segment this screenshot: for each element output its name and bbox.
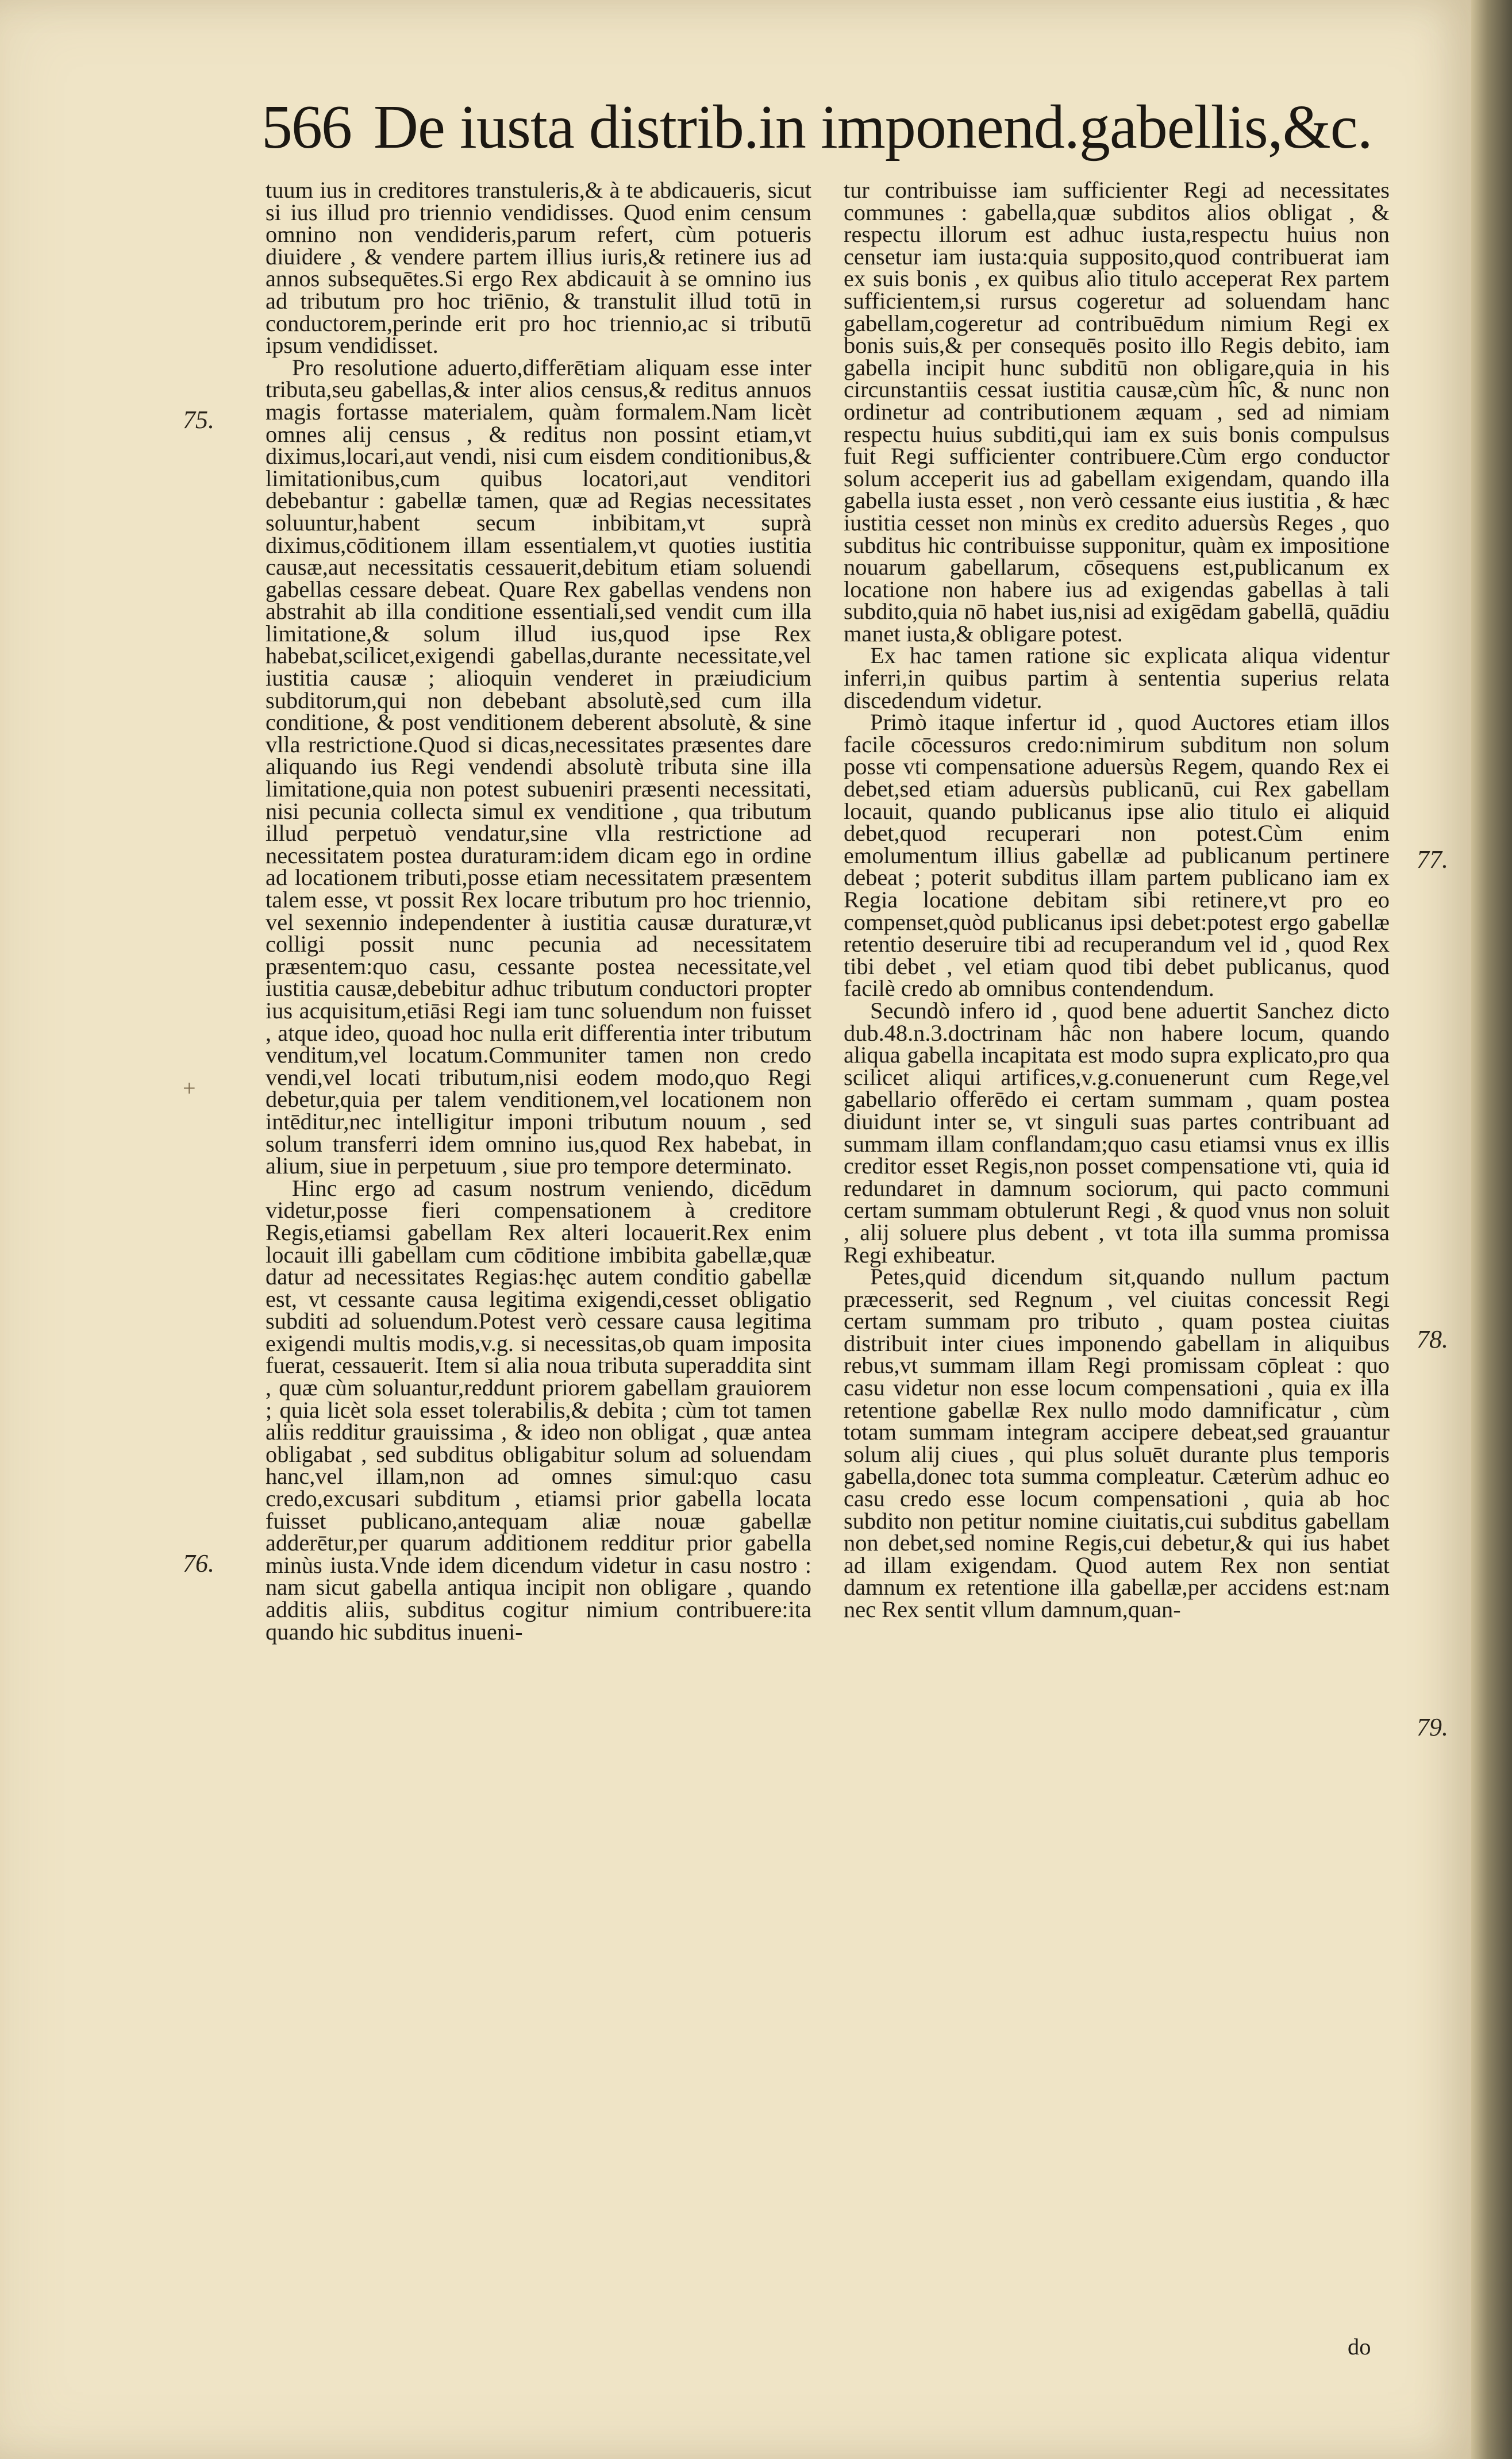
- margin-number: 79.: [1417, 1713, 1448, 1741]
- margin-mark: +: [183, 1075, 196, 1101]
- margin-number: 76.: [183, 1549, 214, 1577]
- paragraph: Petes,quid dicendum sit,quando nullum pactum præcesserit, sed Regnum , vel ciuitas concessit Regi certam summam pro tributo , quam postea ciuitas distribuit inter ciues imponendo gabellam in aliquibus rebus,vt summam illam Regi promissam cōpleat : quo casu videtur non esse locum compensationi , quia ex illa retentione gabellæ Rex nullo modo damnificatur , cùm totam summam integram accipere debeat,sed grauantur solum alij ciues , qui plus soluēt durante plus temporis gabella,donec tota summa compleatur. Cæterùm adhuc eo casu credo esse locum compensationi , quia ab hoc subdito non petitur nomine ciuitatis,cui subditus gabellam non debet,sed nomine Regis,cui debetur,& qui ius habet ad illam exigendam. Quod autem Rex non sentiat damnum ex retentione illa gabellæ,per accidens est:nam nec Rex sentit vllum damnum,quan-: [844, 1264, 1390, 1622]
- paragraph: Ex hac tamen ratione sic explicata aliqua videntur inferri,in quibus partim à sententia superius relata discedendum videtur.: [844, 642, 1390, 713]
- paragraph: Hinc ergo ad casum nostrum veniendo, dicēdum videtur,posse fieri compensationem à creditore Regis,etiamsi gabellam Rex alteri locauerit.Rex enim locauit illi gabellam cum cōditione imbibita gabellæ,quæ datur ad necessitates Regias:hęc autem conditio gabellæ est, vt cessante causa legitima exigendi,cesset obligatio subditi ad soluendum.Potest verò cessare causa legitima exigendi multis modis,v.g. si necessitas,ob quam imposita fuerat, cessauerit. Item si alia noua tributa superaddita sint , quæ cùm soluantur,reddunt priorem gabellam grauiorem ; quia licèt sola esset tolerabilis,& debita ; cùm tot tamen aliis redditur grauissima , & ideo non obligat , quæ antea obligabat , sed subditus obligabitur solum ad soluendam hanc,vel illam,non ad omnes simul:quo casu credo,excusari subditum , etiamsi prior gabella locata fuisset publicano,antequam aliæ nouæ gabellæ adderētur,per quarum additionem redditur prior gabella minùs iusta.Vnde idem dicendum videtur in casu nostro : nam sicut gabella antiqua incipit non obligare , quando additis aliis, subditus cogitur nimium contribuere:ita quando hic subditus inueni-: [266, 1175, 811, 1645]
- paragraph: Primò itaque infertur id , quod Auctores etiam illos facile cōcessuros credo:nimirum subditum non solum posse vti compensatione aduersùs Regem, quando Rex ei debet,sed etiam aduersùs publicanū, cui Rex gabellam locauit, quando publicanus ipse alio titulo ei aliquid debet,quod recuperari non potest.Cùm enim emolumentum illius gabellæ ad publicanum pertinere debeat ; poterit subditus illam partem publicano iam ex Regia locatione debitam sibi retinere,vt pro eo compenset,quòd publicanus ipsi debet:potest ergo gabellæ retentio deseruire tibi ad recuperandum vel id , quod Rex tibi debet , vel etiam quod tibi debet publicanus, quod facilè credo ab omnibus contendendum.: [844, 709, 1390, 1002]
- right-column: [844, 179, 1390, 2306]
- margin-number: 78.: [1417, 1325, 1448, 1353]
- catchword: do: [1348, 2334, 1371, 2360]
- margin-number: 75.: [183, 406, 214, 434]
- paragraph: Secundò infero id , quod bene aduertit Sanchez dicto dub.48.n.3.doctrinam hâc non habere locum, quando aliqua gabella incapitata est modo supra explicato,pro qua scilicet aliqui artifices,v.g.conuenerunt cum Rege,vel gabellario offerēdo ei certam summam , quam postea diuidunt inter se, vt singuli suas partes contribuant ad summam illam conflandam;quo casu etiamsi vnus ex illis creditor esset Regis,non posset compensatione vti, quia id redundaret in damnum sociorum, qui pacto communi certam summam obtulerunt Regi , & quod vnus non soluit , alij soluere plus debent , vt tota illa summa promissa Regi exhibeatur.: [844, 997, 1390, 1268]
- page-edge-shadow: [1471, 0, 1512, 2459]
- running-title: De iusta distrib.in imponend.gabellis,&c.: [374, 93, 1372, 161]
- paragraph: Pro resolutione aduerto,differētiam aliquam esse inter tributa,seu gabellas,& inter alios census,& reditus annuos magis fortasse materialem, quàm formalem.Nam licèt omnes alij census , & reditus non possint etiam,vt diximus,locari,aut vendi, nisi cum eisdem conditionibus,& limitationibus,cum quibus locatori,aut venditori debebantur : gabellæ tamen, quæ ad Regias necessitates soluuntur,habent secum inbibitam,vt suprà diximus,cōditionem illam essentialem,vt quoties iustitia causæ,aut necessitatis cessauerit,debitum etiam soluendi gabellas cessare debeat. Quare Rex gabellas vendens non abstrahit ab illa conditione essentiali,sed vendit cum illa limitatione,& solum illud ius,quod ipse Rex habebat,scilicet,exigendi gabellas,durante necessitate,vel iustitia causæ ; alioquin venderet in præiudicium subditorum,qui non debebant absolutè,sed cum illa conditione, & post venditionem deberent absolutè, & sine vlla restrictione.Quod si dicas,necessitates præsentes dare aliquando ius Regi vendendi absolutè tributa sine illa limitatione,quia non potest subueniri præsenti necessitati, nisi pecunia collecta simul ex venditione , qua tributum illud perpetuò vendatur,sine vlla restrictione ad necessitatem postea duraturam:idem dicam ego in ordine ad locationem tributi,posse etiam necessitatem præsentem talem esse, vt possit Rex locare tributum pro hoc triennio, vel sexennio independenter à iustitia causæ duraturæ,vt colligi possit nunc pecunia ad necessitatem præsentem:quo casu, cessante postea necessitate,vel iustitia causæ,debebitur adhuc tributum conductori propter ius acquisitum,etiāsi Regi iam tunc soluendum non fuisset , atque ideo, quoad hoc nulla erit differentia inter tributum venditum,vel locatum.Communiter tamen non credo vendi,vel locati tributum,nisi eodem modo,quo Regi debetur,quia per talem venditionem,vel locationem non intēditur,nec intelligitur imponi tributum nouum , sed solum transferri idem omnino ius,quod Rex habebat, in alium, siue in perpetuum , siue pro tempore determinato.: [266, 354, 811, 1179]
- margin-number: 77.: [1417, 845, 1448, 873]
- paragraph: tur contribuisse iam sufficienter Regi ad necessitates communes : gabella,quæ subditos alios obligat , & respectu illorum est adhuc iusta,respectu huius non censetur iam iusta:quia supposito,quod contribuerat iam ex suis bonis , ex quibus alio titulo acceperat Rex partem sufficientem,si rursus cogeretur ad soluendam hanc gabellam,cogeretur ad contribuēdum nimium Regi ex bonis suis,& per consequēs posito illo Regis debito, iam gabella incipit hunc subditū non obligare,quia in his circunstantiis cessat iustitia causæ,cùm hîc, & nunc non ordinetur ad contributionem æquam , sed ad nimiam respectu huius subditi,qui iam ex suis bonis compulsus fuit Regi sufficienter contribuere.Cùm ergo conductor solum acceperit ius ad gabellam exigendam, quando illa gabella iusta esset , non verò cessante eius iustitia , & hæc iustitia cesset non minùs ex credito aduersùs Reges , quo subditus hic contribuisse supponitur, quàm ex impositione nouarum gabellarum, cōsequens est,publicanum ex locatione non habere ius ad exigendas gabellas à tali subdito,quia nō habet ius,nisi ad exigēdam gabellā, quādiu manet iusta,& obligare potest.: [844, 177, 1390, 647]
- left-column: [266, 179, 811, 2306]
- page-header: [261, 86, 1372, 167]
- page-number: 566: [261, 93, 351, 161]
- paragraph: tuum ius in creditores transtuleris,& à te abdicaueris, sicut si ius illud pro triennio vendidisses. Quod enim censum omnino non vendideris,parum refert, cùm potueris diuidere , & vendere partem illius iuris,& retinere ius ad annos subsequētes.Si ergo Rex abdicauit à se omnino ius ad tributum pro hoc triēnio, & transtulit illud totū in conductorem,perinde erit pro hoc triennio,ac si tributū ipsum vendidisset.: [266, 177, 811, 359]
